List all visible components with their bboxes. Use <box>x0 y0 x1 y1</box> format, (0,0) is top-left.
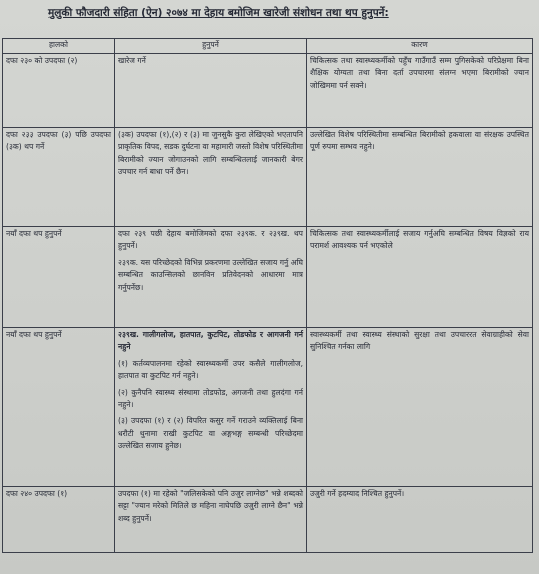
cell-reason <box>307 328 533 487</box>
cell-text: (३क) उपदफा (१),(२) र (३) मा जुनसुकै कुरा लेखिएको भएतापनि प्राकृतिक विपद, सडक दुर्घटना वा महामारी जस्तो विशेष परिस्थितीमा बिरामीको ज्यान जोगाउनको लागि सम्बन्धितलाई जानकारी बेगर उपचार गर्न बाधा पर्ने छैन। <box>118 130 303 177</box>
cell-text: खारेज गर्ने <box>118 56 146 65</box>
column-header-proposed: हुनुपर्ने <box>115 39 307 54</box>
cell-text: उल्लेखित विशेष परिस्थितीमा सम्बन्धित बिरामीको हकवाला वा संरक्षक उपस्थित पूर्ण रुपमा सम्भव नहुने। <box>310 130 529 152</box>
table-row <box>3 128 533 227</box>
column-header-reason: कारण <box>307 39 533 54</box>
table-header-row <box>3 39 533 54</box>
cell-current <box>3 328 115 487</box>
cell-proposed <box>115 328 307 487</box>
table-row <box>3 227 533 328</box>
cell-text: चिकित्सक तथा स्वास्थ्यकर्मीको पहुँच गाउँगाउँ सम्म पुगिसकेको परिप्रेक्षमा बिना शैक्षिक योग्यता तथा बिना दर्ता उपचारमा संलग्न भएमा बिरामीको ज्यान जोखिममा पर्न सक्ने। <box>310 56 529 90</box>
cell-text: उजुरी गर्ने हदम्याद निश्चित हुनुपर्ने। <box>310 489 405 498</box>
cell-proposed <box>115 227 307 328</box>
cell-current <box>3 227 115 328</box>
cell-reason <box>307 227 533 328</box>
section-heading: २३९ख. गालीगलोज, हातपात, कुटपिट, तोडफोड र आगजनी गर्न नहुने <box>118 330 303 352</box>
cell-text: दफा २३३ उपदफा (३) पछि उपदफा (३क) थप गर्ने <box>6 130 111 152</box>
cell-text: दफा २३० को उपदफा (२) <box>6 56 78 65</box>
cell-proposed <box>115 54 307 128</box>
cell-text: दफा २३९ पछी देहाय बमोजिमको दफा २३९क. र २३९ख. थप हुनुपर्ने। <box>118 229 303 251</box>
cell-text: उपदफा (१) मा रहेको "जलिसकेको पनि उजुर लाग्नेछ" भन्ने शब्दको सट्टा "ज्यान मरेको मितिले छ महिना नाघेपछि उजुरी लाग्ने छैन" भन्ने शब्द हुनुपर्ने। <box>118 489 303 523</box>
amendment-table <box>2 38 533 553</box>
cell-proposed <box>115 128 307 227</box>
cell-text: (३) उपदफा (१) र (२) विपरित कसुर गर्ने गराउने व्यक्तिलाई बिना धरौटी थुनामा राखी कुटपिट वा अङ्गभङ्ग सम्बन्धी परिच्छेदमा उल्लेखित सजाय हुनेछ। <box>118 416 303 451</box>
column-header-current: हालको <box>3 39 115 54</box>
cell-text: २३९क. यस परिच्छेदको विभिन्न प्रकरणमा उल्लेखित सजाय गर्नु अघि सम्बन्धित काउन्सिलको छानविन प्रतिवेदनको आधारमा मात्र गर्नुपर्नेछ। <box>118 257 303 292</box>
cell-text: नयाँ दफा थप हुनुपर्ने <box>6 229 62 238</box>
cell-reason <box>307 487 533 553</box>
cell-reason <box>307 54 533 128</box>
cell-proposed <box>115 487 307 553</box>
cell-current <box>3 487 115 553</box>
cell-reason <box>307 128 533 227</box>
table-row <box>3 54 533 128</box>
table-row <box>3 328 533 487</box>
table-row <box>3 487 533 553</box>
cell-current <box>3 54 115 128</box>
cell-text: नयाँ दफा थप हुनुपर्ने <box>6 330 62 339</box>
document-title: मुलुकी फौजदारी संहिता (ऐन) २०७४ मा देहाय बमोजिम खारेजी संशोधन तथा थप हुनुपर्ने: <box>48 7 389 19</box>
cell-text: स्वास्थ्यकर्मी तथा स्वास्थ्य संस्थाको सुरक्षा तथा उपचाररत सेवाग्राहीको सेवा सुनिश्चित गर्नका लागि <box>310 330 529 352</box>
cell-text: (२) कुनैपनि स्वास्थ्य संस्थामा तोडफोड, अगजनी तथा हुलदंगा गर्न नहुने। <box>118 387 303 410</box>
cell-current <box>3 128 115 227</box>
cell-text: (१) कर्तव्यपालनमा रहेको स्वास्थ्यकर्मी उपर कसैले गालीगलोज, हातपात वा कुटपिट गर्न नहुने। <box>118 358 303 381</box>
cell-text: चिकित्सक तथा स्वास्थ्यकर्मीलाई सजाय गर्नुअघि सम्बन्धित विषय विज्ञको राय परामर्श आवश्यक पर्न भएकोले <box>310 229 529 251</box>
cell-text: दफा २४० उपदफा (१) <box>6 489 68 498</box>
